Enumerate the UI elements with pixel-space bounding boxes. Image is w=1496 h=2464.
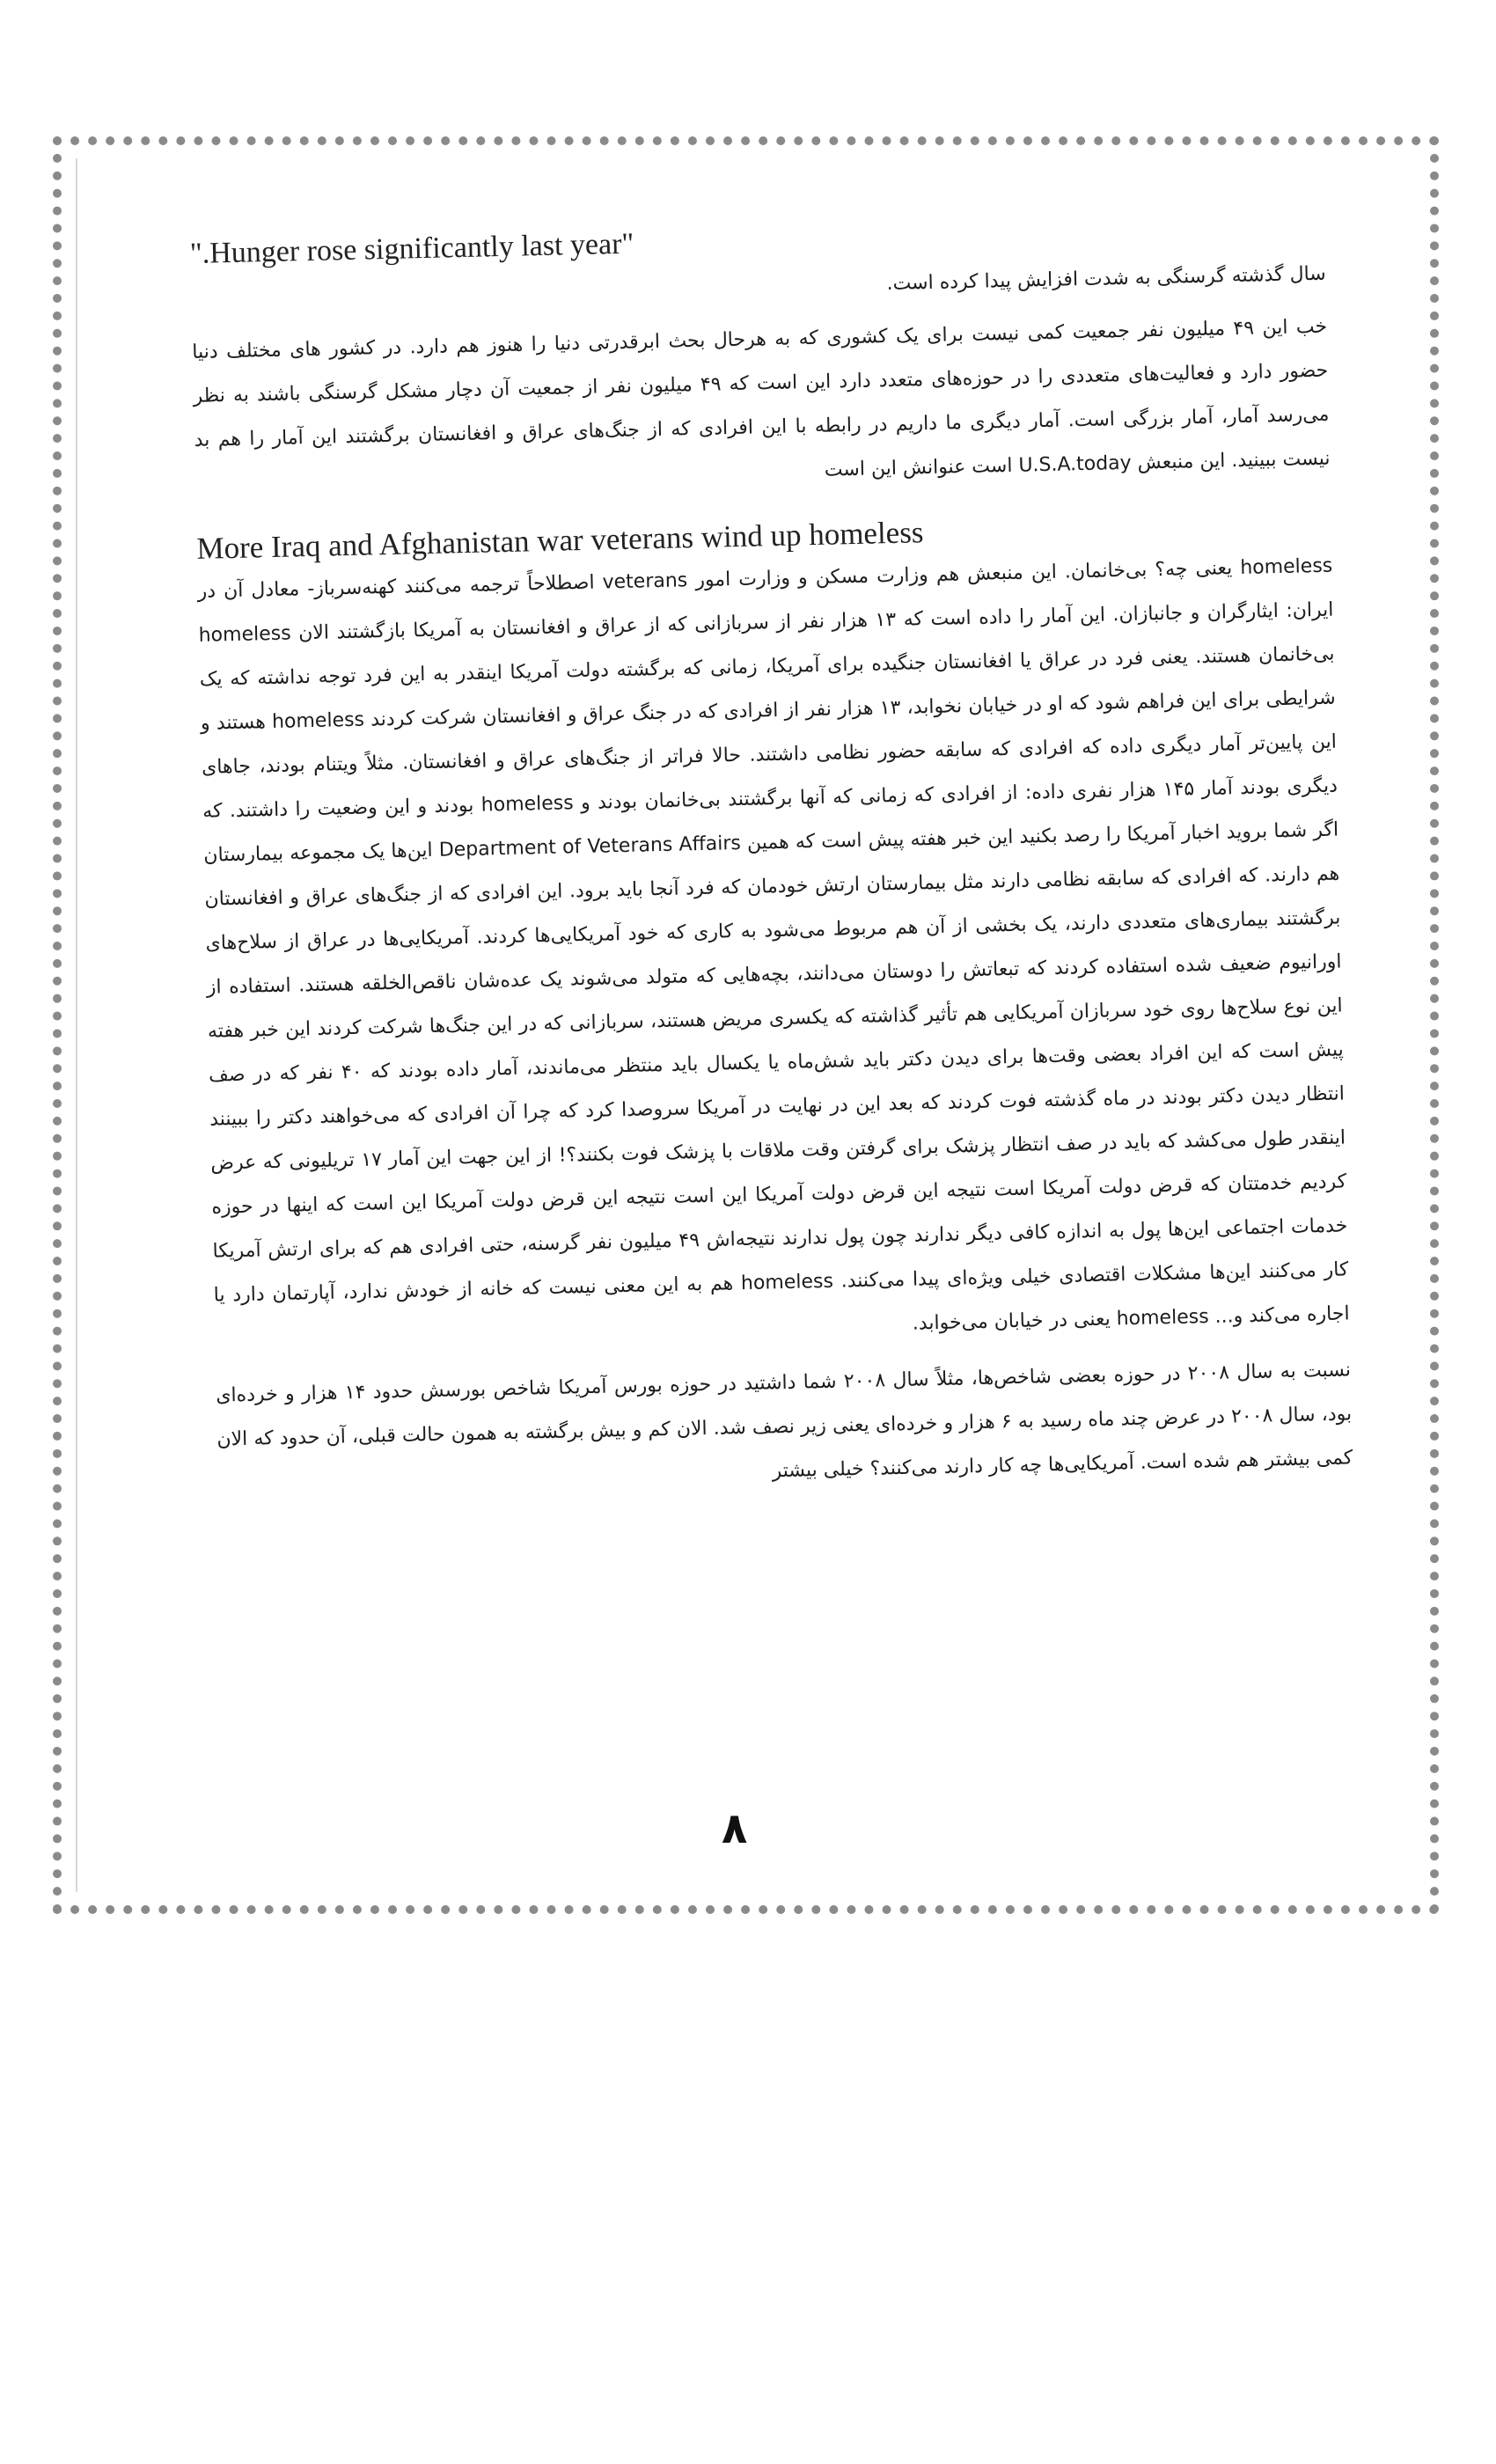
persian-line-hunger: سال گذشته گرسنگی به شدت افزایش پیدا کرده است.: [886, 262, 1327, 296]
paragraph-2: homeless یعنی چه؟ بی‌خانمان. این منبعش هم وزارت مسکن و وزارت امور veterans اصطلاحاً ترجمه می‌کنند کهنه‌سرباز- معادل آن در ایران: ایثارگران و جانبازان. این آمار را داده است که ۱۳ هزار نفر از سربازانی که از عراق و افغانستان به آمریکا بازگشتند الان homeless بی‌خانمان هستند. یعنی فرد در عراق یا افغانستان جنگیده برای آمریکا، زمانی که برگشته دولت آمریکا اینقدر به این فرد توجه نداشته که یک شرایطی برای این فراهم شود که او در خیابان نخوابد، ۱۳ هزار نفر از افرادی که در جنگ عراق و افغانستان شرکت کردند homeless هستند و این پایین‌تر آمار دیگری داده که افرادی که سابقه حضور نظامی داشتند. حالا فراتر از جنگ‌های عراق و افغانستان. مثلاً ویتنام بودند، جاهای دیگری بودند آمار ۱۴۵ هزار نفری داده: از افرادی که زمانی که آنها برگشتند بی‌خانمان بودند و homeless بودند و این وضعیت را داشتند. که اگر شما بروید اخبار آمریکا را رصد بکنید این خبر هفته پیش است که همین Department of Veterans Affairs این‌ها یک مجموعه بیمارستان هم دارند. که افرادی که سابقه نظامی دارند مثل بیمارستان ارتش خودمان که فرد آنجا باید برود. این افرادی که از جنگ‌های عراق و افغانستان برگشتند بیماری‌های متعددی دارند، یک بخشی از آن هم مربوط می‌شود به کاری که خود آمریکایی‌ها کردند. آمریکایی‌ها در عراق از سلاح‌های اورانیوم ضعیف شده استفاده کردند که تبعاتش را دوستان می‌دانند، بچه‌هایی که متولد می‌شوند یک عده‌شان ناقص‌الخلقه هستند. استفاده از این نوع سلاح‌ها روی خود سربازان آمریکایی هم تأثیر گذاشته که یکسری مریض هستند، سربازانی که در این جنگ‌ها شرکت کردند این خبر هفته پیش است که این افراد بعضی وقت‌ها برای دیدن دکتر باید شش‌ماه یا یکسال باید منتظر می‌ماندند، آمار داده بودند که ۴۰ نفر که در صف انتظار دیدن دکتر بودند در ماه گذشته فوت کردند که بعد این در نهایت در آمریکا سروصدا کرد که چرا آن افرادی که می‌خواهند دکتر را ببینند اینقدر طول می‌کشد که باید در صف انتظار پزشک برای گرفتن وقت ملاقات با پزشک فوت بکنند؟! از این جهت این آمار ۱۷ تریلیونی که عرض کردیم خدمتتان که قرض دولت آمریکا است نتیجه این قرض دولت آمریکا این است نتیجه این قرض دولت آمریکا این است که اینها در حوزه خدمات اجتماعی این‌ها پول به اندازه کافی دیگر ندارند چون پول ندارند نتیجه‌اش ۴۹ میلیون نفر گرسنه، حتی افرادی هم که برای ارتش آمریکا کار می‌کنند این‌ها مشکلات اقتصادی خیلی ویژه‌ای پیدا می‌کنند. homeless هم به این معنی نیست که خانه از خودش ندارد، آپارتمان دارد یا اجاره می‌کند و... homeless یعنی در خیابان می‌خوابد.: [197, 554, 1350, 1335]
heading-quote: ".Hunger rose significantly last year": [189, 227, 634, 270]
page-number: ۸: [722, 1804, 748, 1853]
paragraph-1: خب این ۴۹ میلیون نفر جمعیت کمی نیست برای یک کشوری که به هرحال بحث ابرقدرتی دنیا را هنوز هم دارد. در کشور های مختلف دنیا حضور دارد و فعالیت‌های متعددی را در حوزه‌های متعدد دارد این است که ۴۹ میلیون نفر از جمعیت آن دچار مشکل گرسنگی باشند به نظر می‌رسد آمار، آمار بزرگی است. آمار دیگری ما داریم در رابطه با این افرادی که از جنگ‌های عراق و افغانستان برگشتند این آمار را هم بد نیست ببینید. این منبعش U.S.A.today است عنوانش این است: [192, 315, 1331, 481]
document-body: [189, 194, 1353, 1507]
heading-veterans: More Iraq and Afghanistan war veterans wind up homeless: [196, 515, 924, 566]
paragraph-3: نسبت به سال ۲۰۰۸ در حوزه بعضی شاخص‌ها، مثلاً سال ۲۰۰۸ شما داشتید در حوزه بورس آمریکا شاخص بورسش حدود ۱۴ هزار و خرده‌ای بود، سال ۲۰۰۸ در عرض چند ماه رسید به ۶ هزار و خرده‌ای یعنی زیر نصف شد. الان کم و بیش برگشته به همون حالت قبلی، آن حدود که الان کمی بیشتر هم شده است. آمریکایی‌ها چه کار دارند می‌کنند؟ خیلی بیشتر: [216, 1359, 1353, 1483]
